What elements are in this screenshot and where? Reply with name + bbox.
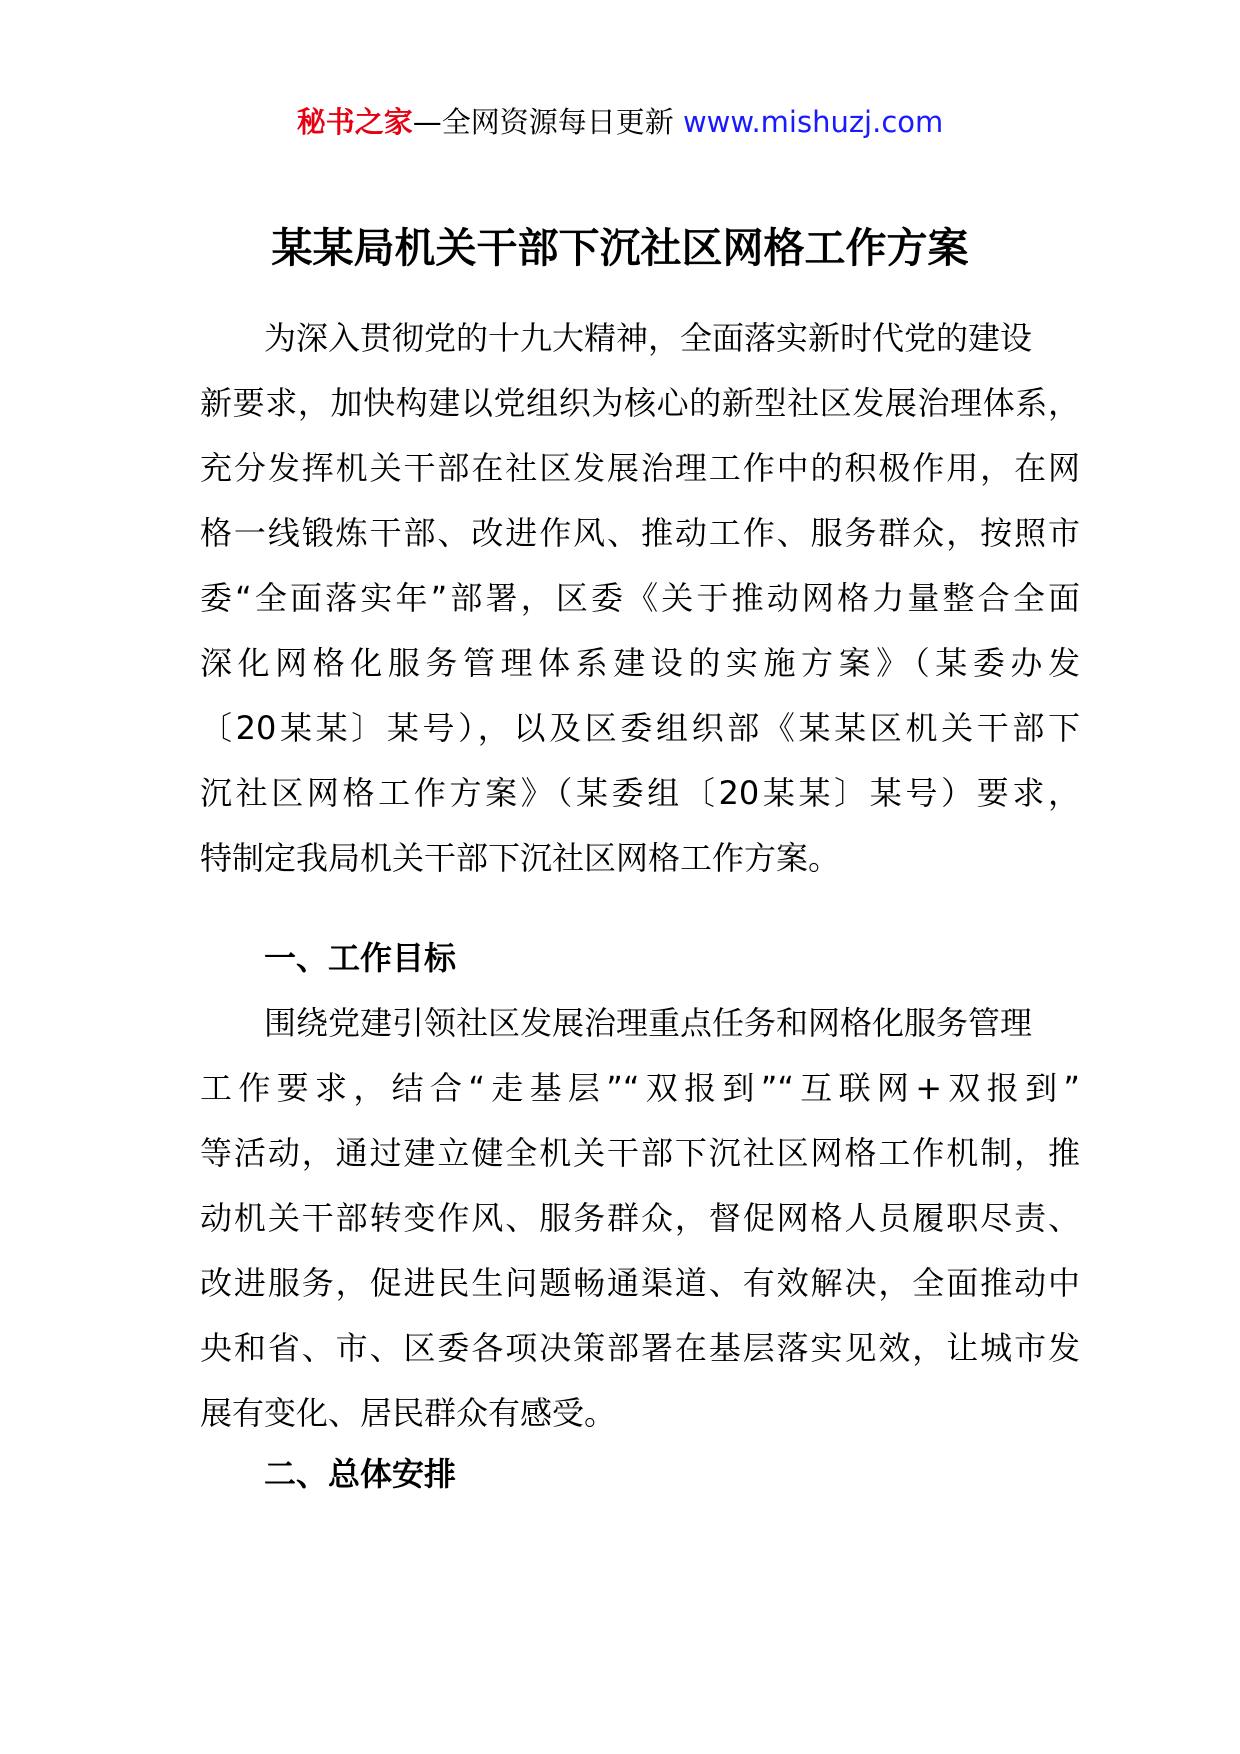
paragraph-line: 等活动，通过建立健全机关干部下沉社区网格工作机制，推 [200, 1134, 1080, 1172]
paragraph-intro [200, 306, 1080, 891]
paragraph-line: 委“全面落实年”部署，区委《关于推动网格力量整合全面 [200, 579, 1080, 617]
document-title: 某某局机关干部下沉社区网格工作方案 [271, 224, 969, 272]
paragraph-line: 改进服务，促进民生问题畅通渠道、有效解决，全面推动中 [200, 1264, 1080, 1302]
brand-name: 秘书之家 [296, 105, 413, 139]
site-url-link[interactable]: www.mishuzj.com [682, 105, 944, 139]
header-tagline: —全网资源每日更新 [412, 105, 674, 139]
section-heading-arrangement: 二、总体安排 [264, 1455, 457, 1493]
site-header [0, 102, 1240, 142]
paragraph-line: 展有变化、居民群众有感受。 [200, 1394, 617, 1432]
paragraph-line: 央和省、市、区委各项决策部署在基层落实见效，让城市发 [200, 1329, 1080, 1367]
paragraph-line: 为深入贯彻党的十九大精神，全面落实新时代党的建设 [264, 319, 1033, 357]
paragraph-line: 新要求，加快构建以党组织为核心的新型社区发展治理体系， [200, 384, 1080, 422]
paragraph-line: 深化网格化服务管理体系建设的实施方案》（某委办发 [200, 644, 1080, 682]
paragraph-line: 充分发挥机关干部在社区发展治理工作中的积极作用，在网 [200, 449, 1080, 487]
paragraph-goals [200, 991, 1080, 1446]
paragraph-line: 围绕党建引领社区发展治理重点任务和网格化服务管理 [264, 1004, 1033, 1042]
paragraph-line: 特制定我局机关干部下沉社区网格工作方案。 [200, 839, 841, 877]
paragraph-line: 〔20某某〕某号），以及区委组织部《某某区机关干部下 [200, 709, 1080, 747]
paragraph-line: 动机关干部转变作风、服务群众，督促网格人员履职尽责、 [200, 1199, 1080, 1237]
paragraph-line: 沉社区网格工作方案》（某委组〔20某某〕某号）要求， [200, 774, 1080, 812]
section-heading-goals: 一、工作目标 [264, 939, 457, 977]
paragraph-line: 格一线锻炼干部、改进作风、推动工作、服务群众，按照市 [200, 514, 1080, 552]
paragraph-line: 工作要求，结合“走基层”“双报到”“互联网+双报到” [200, 1069, 1080, 1107]
